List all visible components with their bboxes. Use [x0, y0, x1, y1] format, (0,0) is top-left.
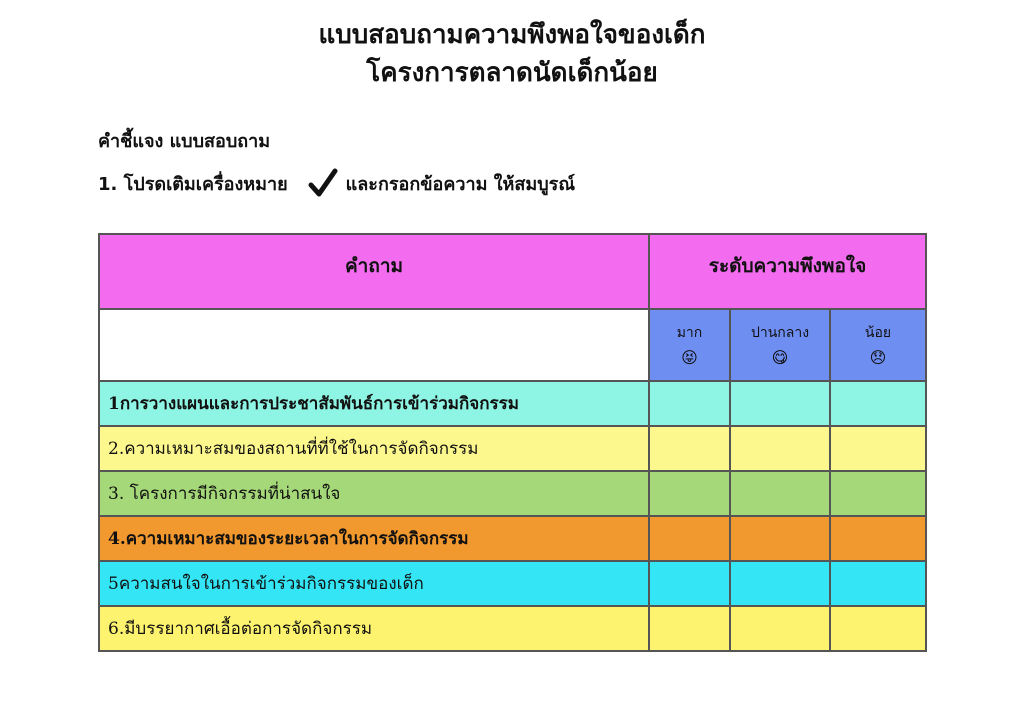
disappointed-face-icon: 😞 — [869, 348, 887, 367]
table-row — [99, 561, 926, 606]
checkmark-icon — [308, 168, 338, 198]
answer-cell-high[interactable] — [649, 381, 730, 426]
level-medium-header: ปานกลาง 😋 — [730, 309, 830, 381]
answer-cell-medium[interactable] — [730, 606, 830, 651]
question-cell: 3. โครงการมีกิจกรรมที่น่าสนใจ — [99, 471, 649, 516]
answer-cell-low[interactable] — [830, 381, 926, 426]
answer-cell-low[interactable] — [830, 606, 926, 651]
answer-cell-medium[interactable] — [730, 381, 830, 426]
header-blank-cell — [99, 309, 649, 381]
level-low-header: น้อย 😞 — [830, 309, 926, 381]
table-row — [99, 606, 926, 651]
header-question: คำถาม — [99, 234, 649, 309]
answer-cell-high[interactable] — [649, 516, 730, 561]
answer-cell-medium[interactable] — [730, 516, 830, 561]
header-satisfaction: ระดับความพึงพอใจ — [649, 234, 926, 309]
table-row — [99, 471, 926, 516]
level-high-header: มาก 😝 — [649, 309, 730, 381]
instructions-heading: คำชี้แจง แบบสอบถาม — [98, 131, 271, 152]
question-cell: 2.ความเหมาะสมของสถานที่ที่ใช้ในการจัดกิจกรรม — [99, 426, 649, 471]
table-row — [99, 381, 926, 426]
question-cell: 5ความสนใจในการเข้าร่วมกิจกรรมของเด็ก — [99, 561, 649, 606]
answer-cell-high[interactable] — [649, 426, 730, 471]
smiling-face-icon: 😋 — [771, 348, 789, 367]
instruction-line-1 — [98, 168, 575, 198]
question-cell: 6.มีบรรยากาศเอื้อต่อการจัดกิจกรรม — [99, 606, 649, 651]
table-row — [99, 426, 926, 471]
table-row — [99, 516, 926, 561]
answer-cell-low[interactable] — [830, 561, 926, 606]
question-cell: 1การวางแผนและการประชาสัมพันธ์การเข้าร่วมกิจกรรม — [99, 381, 649, 426]
answer-cell-medium[interactable] — [730, 426, 830, 471]
survey-table — [98, 233, 927, 652]
answer-cell-medium[interactable] — [730, 471, 830, 516]
instruction-prefix: 1. โปรดเติมเครื่องหมาย — [98, 173, 288, 195]
answer-cell-low[interactable] — [830, 516, 926, 561]
question-cell: 4.ความเหมาะสมของระยะเวลาในการจัดกิจกรรม — [99, 516, 649, 561]
survey-title: แบบสอบถามความพึงพอใจของเด็ก — [318, 20, 706, 50]
project-title: โครงการตลาดนัดเด็กน้อย — [366, 58, 658, 88]
answer-cell-medium[interactable] — [730, 561, 830, 606]
tongue-face-icon: 😝 — [681, 348, 698, 367]
answer-cell-low[interactable] — [830, 426, 926, 471]
answer-cell-high[interactable] — [649, 471, 730, 516]
instruction-suffix: และกรอกข้อความ ให้สมบูรณ์ — [345, 173, 576, 195]
answer-cell-high[interactable] — [649, 561, 730, 606]
answer-cell-low[interactable] — [830, 471, 926, 516]
answer-cell-high[interactable] — [649, 606, 730, 651]
